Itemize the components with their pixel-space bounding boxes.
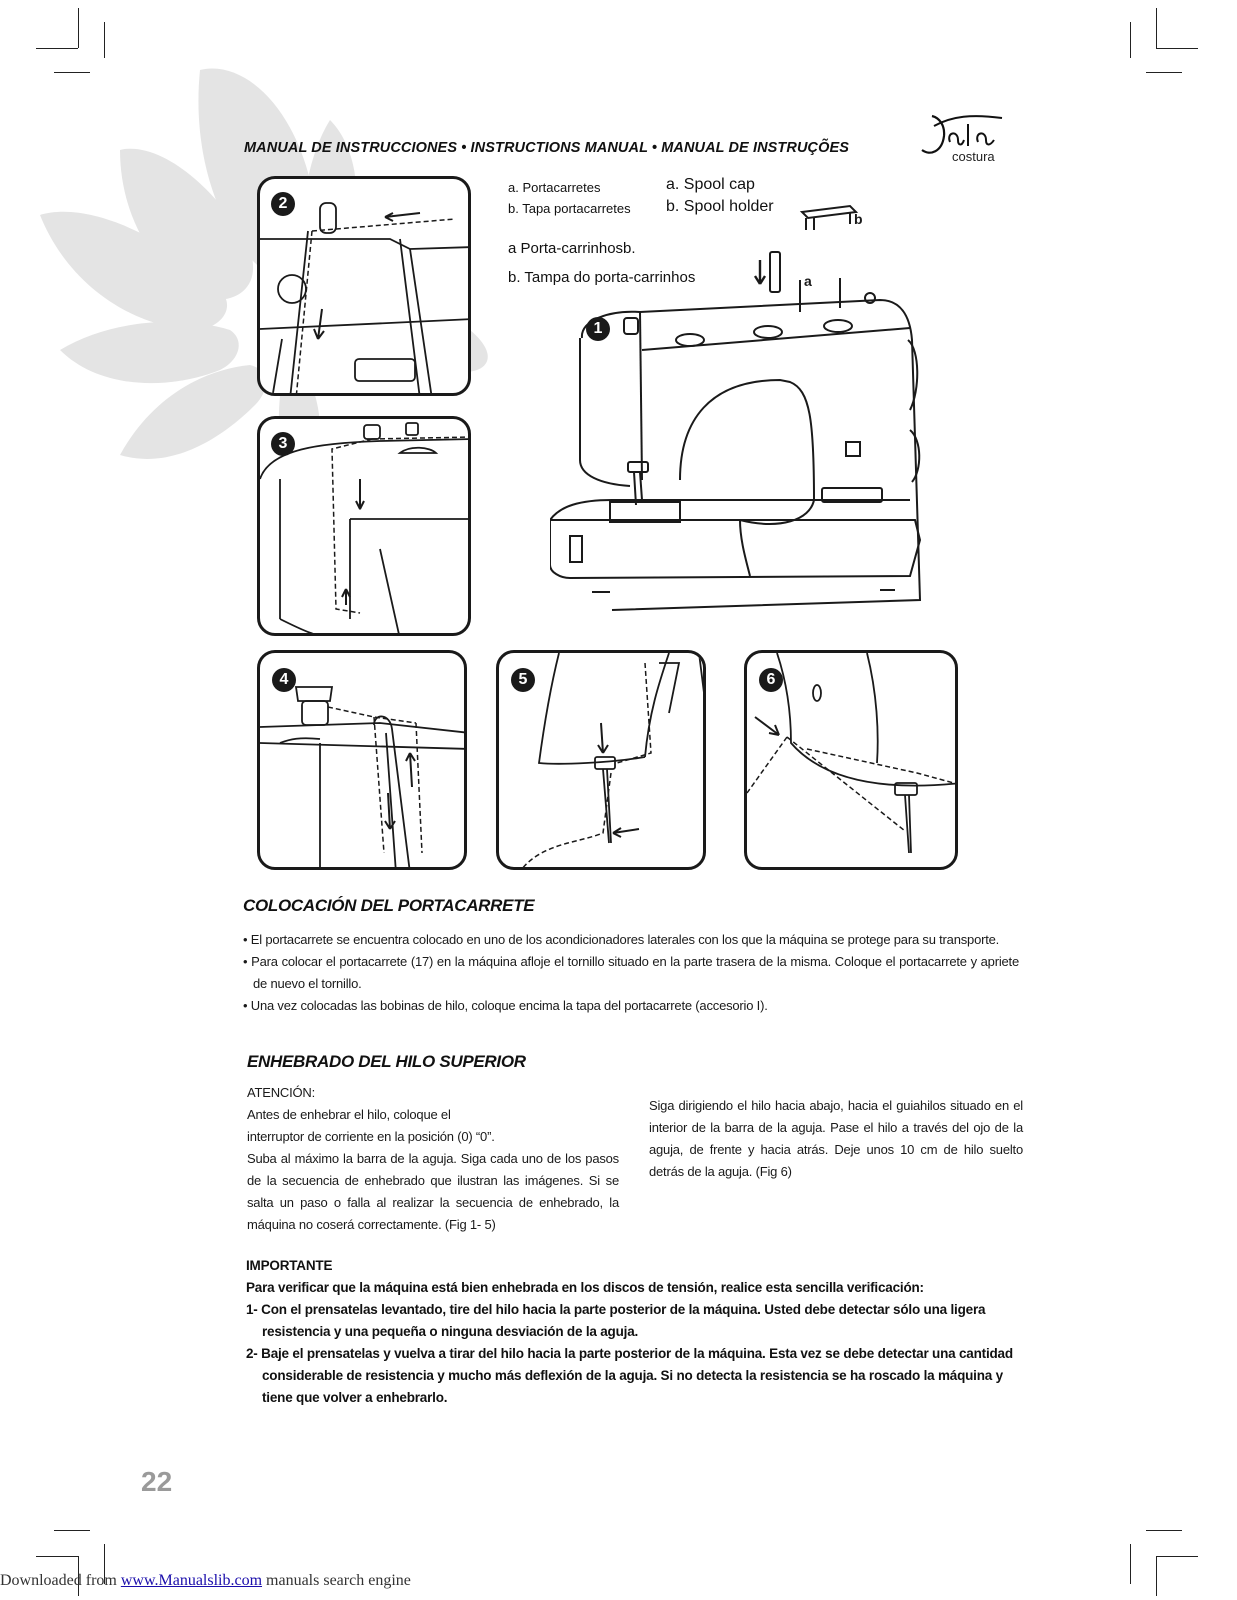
crop-mark xyxy=(1156,1556,1157,1596)
page-number: 22 xyxy=(141,1466,173,1497)
label-pt-b: b. Tampa do porta-carrinhos xyxy=(508,269,696,286)
enhebrado-left-body: Suba al máximo la barra de la aguja. Siga cada uno de los pasos de la secuencia de enhebrado que ilustran las imágenes. Si se salta un paso o falla al realizar la secuencia de enhebrado, la máquina no coserá correctamente. (Fig 1- 5) xyxy=(247,1151,619,1232)
figure-3-badge: 3 xyxy=(271,432,295,456)
crop-mark xyxy=(1130,22,1131,58)
page-header-title: MANUAL DE INSTRUCCIONES • INSTRUCTIONS MANUAL • MANUAL DE INSTRUÇÕES xyxy=(244,140,850,156)
crop-mark xyxy=(1156,48,1198,49)
attention-line-1: Antes de enhebrar el hilo, coloque el xyxy=(247,1107,451,1122)
section-title-enhebrado: ENHEBRADO DEL HILO SUPERIOR xyxy=(247,1052,526,1071)
download-footer xyxy=(0,1572,411,1590)
crop-mark xyxy=(1146,72,1182,73)
important-intro: Para verificar que la máquina está bien enhebrada en los discos de tensión, realice esta sencilla verificación: xyxy=(246,1280,924,1295)
figure-1-sewing-machine xyxy=(550,200,950,630)
brand-subtitle: costura xyxy=(952,149,995,164)
label-en-a: a. Spool cap xyxy=(666,176,755,193)
label-es-b: b. Tapa portacarretes xyxy=(508,201,631,216)
figure-1-badge: 1 xyxy=(586,317,610,341)
important-heading: IMPORTANTE xyxy=(246,1258,333,1273)
important-step-2: 2- Baje el prensatelas y vuelva a tirar del hilo hacia la parte posterior de la máquina. Esta vez se debe detectar una cantidad considerable de resistencia y mucho más deflexión de la aguja. Si no detecta la resistencia se ha roscado la máquina y tiene que volver a enhebrarlo. xyxy=(246,1346,1013,1405)
attention-label: ATENCIÓN: xyxy=(247,1085,316,1100)
enhebrado-left-column xyxy=(247,1082,619,1236)
section-title-portacarrete: COLOCACIÓN DEL PORTACARRETE xyxy=(243,896,535,915)
figure-5-panel xyxy=(496,650,706,870)
figure-5-badge: 5 xyxy=(511,668,535,692)
figure-6-panel xyxy=(744,650,958,870)
figure-3-panel xyxy=(257,416,471,636)
crop-mark xyxy=(1146,1530,1182,1531)
manualslib-link[interactable]: www.Manualslib.com xyxy=(120,1572,263,1589)
figure-6-badge: 6 xyxy=(759,668,783,692)
label-pt-a: a Porta-carrinhosb. xyxy=(508,240,636,257)
bullet-item: • El portacarrete se encuentra colocado en uno de los acondicionadores laterales con los que la máquina se protege para su transporte. xyxy=(243,929,1019,951)
figure-2-badge: 2 xyxy=(271,192,295,216)
figure-4-badge: 4 xyxy=(272,668,296,692)
portacarrete-bullets xyxy=(243,929,1019,1017)
footer-prefix: Downloaded from xyxy=(0,1572,121,1589)
part-b-letter: b xyxy=(854,211,863,227)
crop-mark xyxy=(1130,1544,1131,1584)
label-en-b: b. Spool holder xyxy=(666,198,774,215)
bullet-item: • Para colocar el portacarrete (17) en la máquina afloje el tornillo situado en la parte trasera de la misma. Coloque el portacarrete y apriete de nuevo el tornillo. xyxy=(243,951,1019,995)
footer-suffix: manuals search engine xyxy=(262,1572,411,1589)
bullet-item: • Una vez colocadas las bobinas de hilo, coloque encima la tapa del portacarrete (accesorio I). xyxy=(243,995,1019,1017)
label-es-a: a. Portacarretes xyxy=(508,180,601,195)
important-step-1: 1- Con el prensatelas levantado, tire del hilo hacia la parte posterior de la máquina. Usted debe detectar sólo una ligera resistencia y una pequeña o ninguna desviación de la aguja. xyxy=(246,1302,986,1339)
crop-mark xyxy=(36,1556,78,1557)
enhebrado-right-column: Siga dirigiendo el hilo hacia abajo, hacia el guiahilos situado en el interior de la barra de la aguja. Pase el hilo a través del ojo de la aguja, de frente y hacia atrás. Deje unos 10 cm de hilo suelto detrás de la aguja. (Fig 6) xyxy=(649,1098,1023,1179)
crop-mark xyxy=(1156,8,1157,48)
part-a-letter: a xyxy=(804,273,812,289)
figure-4-panel xyxy=(257,650,467,870)
figure-2-panel xyxy=(257,176,471,396)
attention-line-2: interruptor de corriente en la posición (0) “0”. xyxy=(247,1129,495,1144)
important-block xyxy=(246,1255,1026,1409)
crop-mark xyxy=(1156,1556,1198,1557)
crop-mark xyxy=(54,1530,90,1531)
